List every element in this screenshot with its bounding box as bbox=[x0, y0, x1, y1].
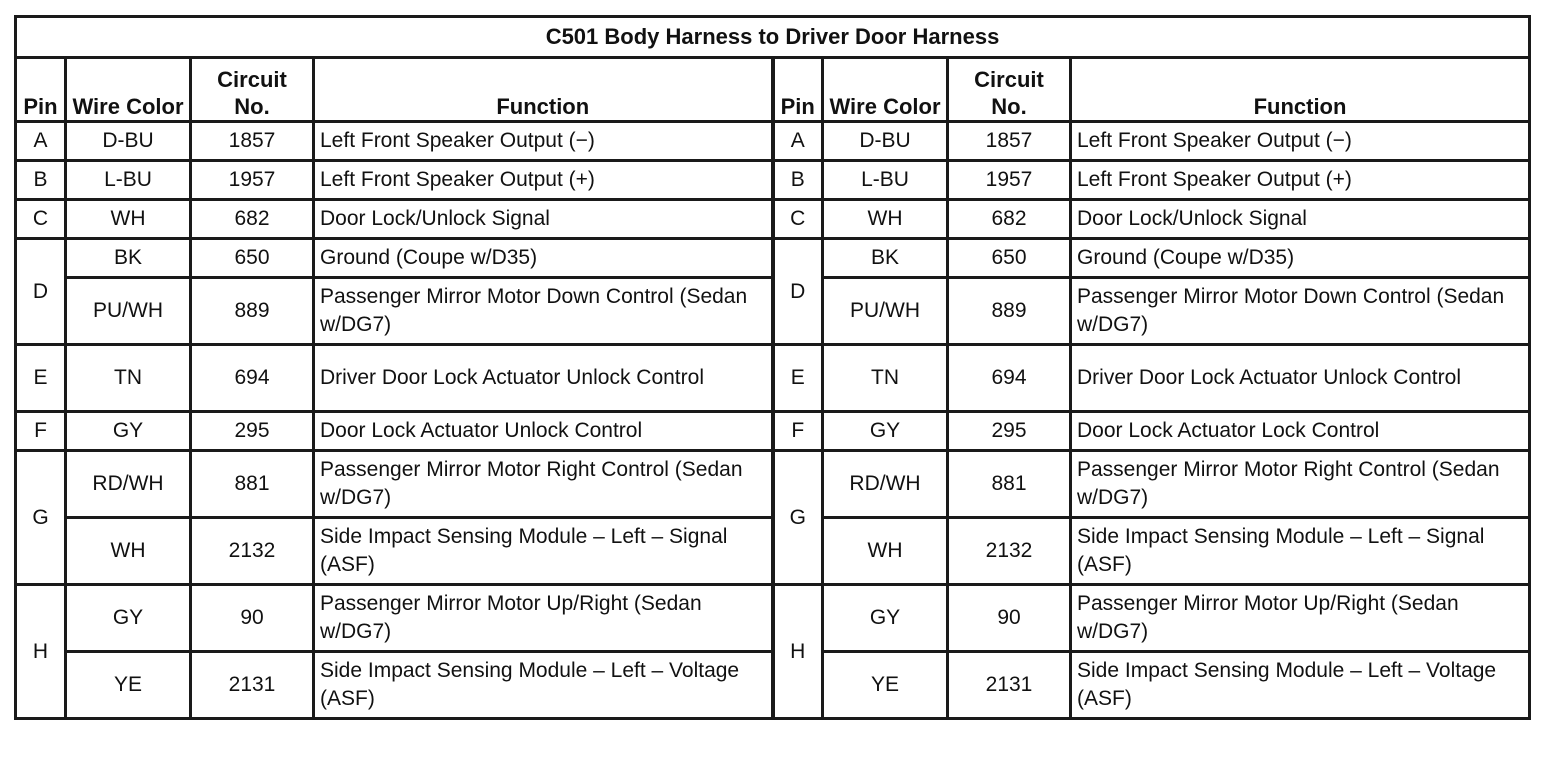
circuit-cell: 650 bbox=[191, 239, 314, 278]
circuit-cell: 1957 bbox=[191, 161, 314, 200]
pin-cell: D bbox=[16, 239, 66, 345]
circuit-cell: 881 bbox=[191, 451, 314, 518]
circuit-cell: 295 bbox=[948, 412, 1071, 451]
wire-color-cell: GY bbox=[823, 412, 948, 451]
function-cell: Door Lock Actuator Unlock Control bbox=[314, 412, 773, 451]
circuit-cell: 694 bbox=[948, 345, 1071, 412]
function-cell: Passenger Mirror Motor Down Control (Sedan w/DG7) bbox=[1071, 278, 1530, 345]
circuit-cell: 90 bbox=[191, 585, 314, 652]
table-row-pin-d-wire-1 bbox=[16, 239, 1530, 278]
circuit-cell: 694 bbox=[191, 345, 314, 412]
wire-color-cell: D-BU bbox=[823, 122, 948, 161]
connector-table-wrapper bbox=[14, 15, 1528, 720]
circuit-cell: 295 bbox=[191, 412, 314, 451]
circuit-cell: 1857 bbox=[948, 122, 1071, 161]
circuit-cell: 1957 bbox=[948, 161, 1071, 200]
wire-color-cell: PU/WH bbox=[823, 278, 948, 345]
pin-cell: C bbox=[16, 200, 66, 239]
wire-color-cell: D-BU bbox=[66, 122, 191, 161]
wire-color-cell: YE bbox=[66, 652, 191, 719]
wire-color-cell: TN bbox=[823, 345, 948, 412]
circuit-cell: 2132 bbox=[948, 518, 1071, 585]
circuit-cell: 881 bbox=[948, 451, 1071, 518]
wire-color-cell: PU/WH bbox=[66, 278, 191, 345]
function-cell: Door Lock/Unlock Signal bbox=[314, 200, 773, 239]
function-cell: Left Front Speaker Output (−) bbox=[314, 122, 773, 161]
wire-color-cell: L-BU bbox=[66, 161, 191, 200]
table-row-pin-e bbox=[16, 345, 1530, 412]
circuit-cell: 2131 bbox=[948, 652, 1071, 719]
pin-cell: E bbox=[16, 345, 66, 412]
pin-cell: A bbox=[773, 122, 823, 161]
header-function-left: Function bbox=[314, 58, 773, 122]
circuit-cell: 2131 bbox=[191, 652, 314, 719]
circuit-cell: 90 bbox=[948, 585, 1071, 652]
table-row-pin-c bbox=[16, 200, 1530, 239]
function-cell: Door Lock Actuator Lock Control bbox=[1071, 412, 1530, 451]
header-circuit-no-left: Circuit No. bbox=[191, 58, 314, 122]
function-cell: Passenger Mirror Motor Up/Right (Sedan w/DG7) bbox=[314, 585, 773, 652]
function-cell: Left Front Speaker Output (+) bbox=[314, 161, 773, 200]
wire-color-cell: GY bbox=[66, 412, 191, 451]
wire-color-cell: WH bbox=[66, 200, 191, 239]
pin-cell: F bbox=[773, 412, 823, 451]
circuit-cell: 2132 bbox=[191, 518, 314, 585]
table-row-pin-h-wire-1 bbox=[16, 585, 1530, 652]
wire-color-cell: BK bbox=[823, 239, 948, 278]
function-cell: Side Impact Sensing Module – Left – Voltage (ASF) bbox=[1071, 652, 1530, 719]
wire-color-cell: WH bbox=[66, 518, 191, 585]
header-pin-right: Pin bbox=[773, 58, 823, 122]
function-cell: Driver Door Lock Actuator Unlock Control bbox=[1071, 345, 1530, 412]
pin-cell: D bbox=[773, 239, 823, 345]
header-pin-left: Pin bbox=[16, 58, 66, 122]
circuit-cell: 1857 bbox=[191, 122, 314, 161]
header-function-right: Function bbox=[1071, 58, 1530, 122]
function-cell: Left Front Speaker Output (−) bbox=[1071, 122, 1530, 161]
circuit-cell: 650 bbox=[948, 239, 1071, 278]
function-cell: Driver Door Lock Actuator Unlock Control bbox=[314, 345, 773, 412]
circuit-cell: 889 bbox=[191, 278, 314, 345]
wire-color-cell: GY bbox=[823, 585, 948, 652]
table-row-pin-b bbox=[16, 161, 1530, 200]
connector-pinout-table bbox=[14, 15, 1531, 720]
function-cell: Side Impact Sensing Module – Left – Voltage (ASF) bbox=[314, 652, 773, 719]
wire-color-cell: WH bbox=[823, 200, 948, 239]
wire-color-cell: L-BU bbox=[823, 161, 948, 200]
wire-color-cell: RD/WH bbox=[66, 451, 191, 518]
function-cell: Ground (Coupe w/D35) bbox=[1071, 239, 1530, 278]
wire-color-cell: BK bbox=[66, 239, 191, 278]
circuit-cell: 682 bbox=[948, 200, 1071, 239]
header-wire-color-left: Wire Color bbox=[66, 58, 191, 122]
circuit-cell: 682 bbox=[191, 200, 314, 239]
function-cell: Passenger Mirror Motor Down Control (Sedan w/DG7) bbox=[314, 278, 773, 345]
pin-cell: A bbox=[16, 122, 66, 161]
function-cell: Side Impact Sensing Module – Left – Signal (ASF) bbox=[314, 518, 773, 585]
pin-cell: G bbox=[773, 451, 823, 585]
pin-cell: H bbox=[773, 585, 823, 719]
circuit-cell: 889 bbox=[948, 278, 1071, 345]
function-cell: Side Impact Sensing Module – Left – Signal (ASF) bbox=[1071, 518, 1530, 585]
pin-cell: C bbox=[773, 200, 823, 239]
header-circuit-no-right: Circuit No. bbox=[948, 58, 1071, 122]
pin-cell: B bbox=[773, 161, 823, 200]
wire-color-cell: GY bbox=[66, 585, 191, 652]
table-row-pin-a bbox=[16, 122, 1530, 161]
wire-color-cell: RD/WH bbox=[823, 451, 948, 518]
function-cell: Passenger Mirror Motor Right Control (Sedan w/DG7) bbox=[314, 451, 773, 518]
function-cell: Passenger Mirror Motor Up/Right (Sedan w/DG7) bbox=[1071, 585, 1530, 652]
wire-color-cell: TN bbox=[66, 345, 191, 412]
function-cell: Left Front Speaker Output (+) bbox=[1071, 161, 1530, 200]
pin-cell: B bbox=[16, 161, 66, 200]
pin-cell: F bbox=[16, 412, 66, 451]
pin-cell: H bbox=[16, 585, 66, 719]
function-cell: Passenger Mirror Motor Right Control (Sedan w/DG7) bbox=[1071, 451, 1530, 518]
header-wire-color-right: Wire Color bbox=[823, 58, 948, 122]
function-cell: Ground (Coupe w/D35) bbox=[314, 239, 773, 278]
function-cell: Door Lock/Unlock Signal bbox=[1071, 200, 1530, 239]
wire-color-cell: WH bbox=[823, 518, 948, 585]
table-title: C501 Body Harness to Driver Door Harness bbox=[16, 17, 1530, 58]
table-row-pin-g-wire-1 bbox=[16, 451, 1530, 518]
pin-cell: G bbox=[16, 451, 66, 585]
pin-cell: E bbox=[773, 345, 823, 412]
table-row-pin-f bbox=[16, 412, 1530, 451]
wire-color-cell: YE bbox=[823, 652, 948, 719]
